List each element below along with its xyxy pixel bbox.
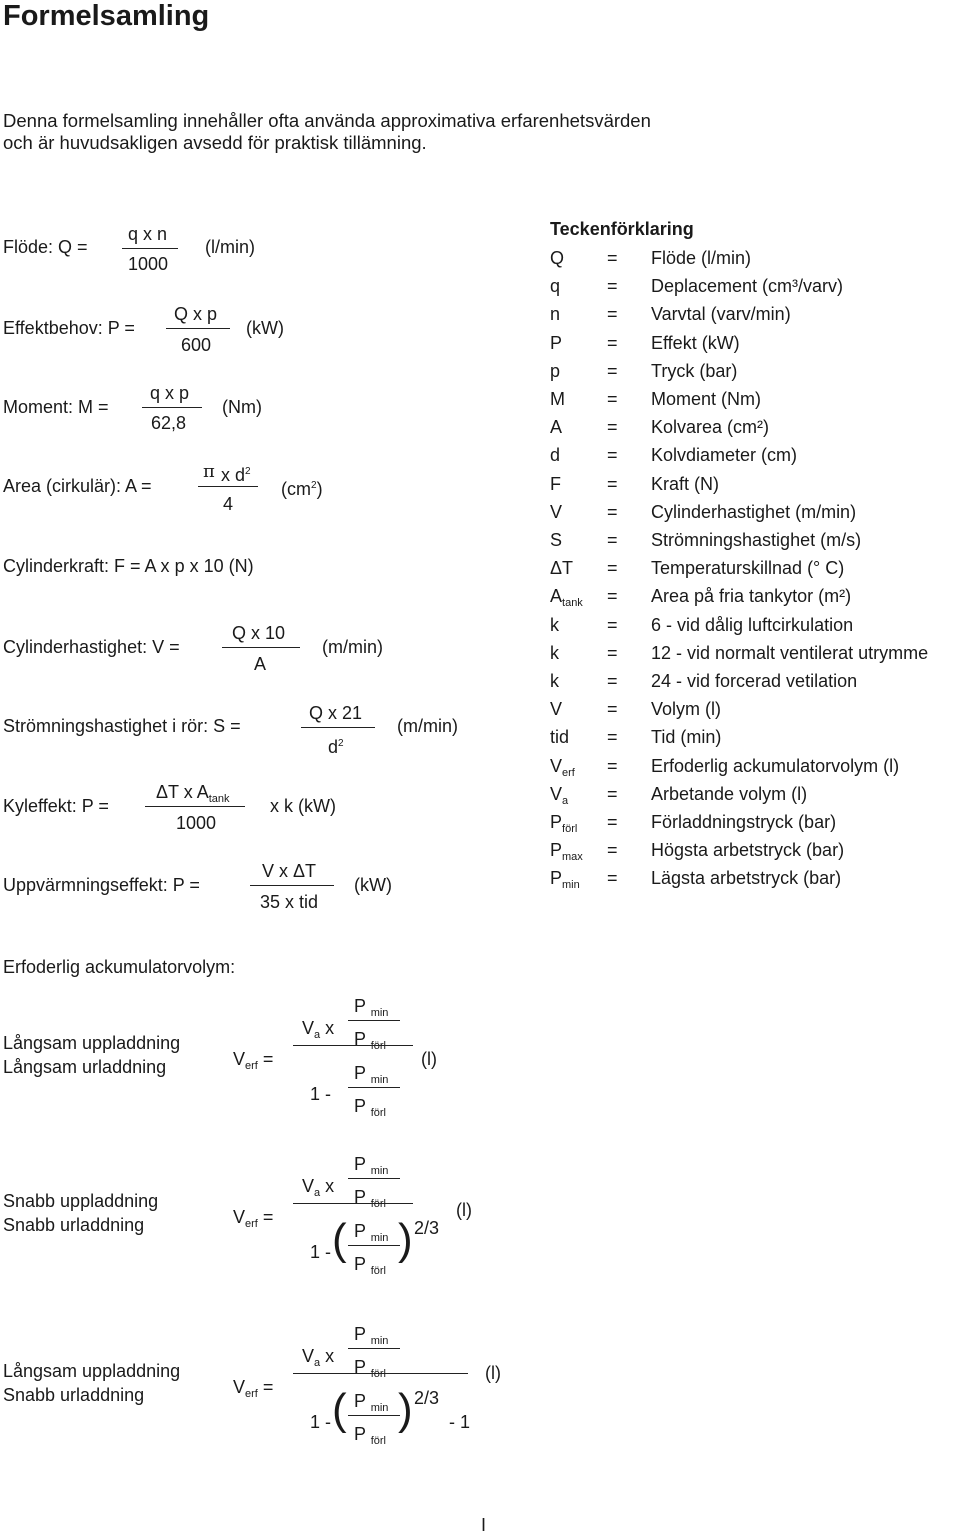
glossary-equals: = xyxy=(607,756,618,776)
glossary-description: 6 - vid dålig luftcirkulation xyxy=(651,615,854,635)
glossary-equals: = xyxy=(607,812,618,832)
formula-denominator: 1000 xyxy=(176,813,217,833)
glossary-equals: = xyxy=(607,445,618,465)
accumulator-heading: Erfoderlig ackumulatorvolym: xyxy=(3,957,236,977)
formula-unit: (l/min) xyxy=(205,237,255,257)
formula-label: Strömningshastighet i rör: S = xyxy=(3,716,241,736)
glossary-equals: = xyxy=(607,417,618,437)
fraction-bar xyxy=(348,1415,400,1416)
formula-denominator: $d^2$ xyxy=(328,737,344,757)
glossary-symbol: $V_{erf}$ xyxy=(550,756,575,779)
glossary-equals: = xyxy=(607,671,618,691)
glossary-description: Cylinderhastighet (m/min) xyxy=(651,502,857,522)
fraction-bar xyxy=(122,248,178,249)
left-paren: ( xyxy=(332,1215,347,1264)
va-term: $V_a$ x xyxy=(302,1176,335,1199)
unit-label: (l) xyxy=(485,1363,501,1383)
glossary-symbol: tid xyxy=(550,727,570,747)
v-erf-label: $V_{erf}$ = xyxy=(233,1049,274,1072)
glossary-symbol: F xyxy=(550,474,561,494)
glossary-symbol: p xyxy=(550,361,561,381)
glossary-symbol: $P_{förl}$ xyxy=(550,812,578,835)
glossary-equals: = xyxy=(607,643,618,663)
one-minus: 1 - xyxy=(310,1242,332,1262)
glossary-symbol: ΔT xyxy=(550,558,574,578)
glossary-symbol: q xyxy=(550,276,561,296)
glossary-symbol: S xyxy=(550,530,563,550)
formula-unit: $(cm^2)$ xyxy=(281,479,323,499)
glossary-symbol: $V_a$ xyxy=(550,784,569,807)
p-min-numerator: P $_{min}$ xyxy=(354,1063,389,1086)
intro-line-1: Denna formelsamling innehåller ofta använda approximativa erfarenhetsvärden xyxy=(3,110,651,131)
glossary-description: Kolvdiameter (cm) xyxy=(651,445,798,465)
formula-unit: (m/min) xyxy=(322,637,383,657)
glossary-description: Arbetande volym (l) xyxy=(651,784,808,804)
fraction-bar xyxy=(293,1203,413,1204)
case-label-line-1: Långsam uppladdning xyxy=(3,1361,181,1381)
fraction-bar xyxy=(348,1245,400,1246)
formula-unit: (kW) xyxy=(354,875,392,895)
exponent: 2/3 xyxy=(414,1388,440,1408)
p-min-numerator: P $_{min}$ xyxy=(354,1324,389,1347)
formula-tail: x k (kW) xyxy=(270,796,336,816)
formula-numerator: Q x 10 xyxy=(232,623,286,643)
glossary-description: Högsta arbetstryck (bar) xyxy=(651,840,845,860)
formula-unit: (kW) xyxy=(246,318,284,338)
glossary-description: Varvtal (varv/min) xyxy=(651,304,791,324)
formula-label: Flöde: Q = xyxy=(3,237,88,257)
glossary-symbol: $A_{tank}$ xyxy=(550,586,583,609)
fraction-bar xyxy=(348,1348,400,1349)
fraction-bar xyxy=(348,1020,400,1021)
glossary-symbol: $P_{min}$ xyxy=(550,868,580,891)
glossary-description: Effekt (kW) xyxy=(651,333,740,353)
glossary-equals: = xyxy=(607,699,618,719)
p-min-numerator: P $_{min}$ xyxy=(354,1154,389,1177)
right-paren: ) xyxy=(398,1215,413,1264)
p-forl-denominator: P $_{förl}$ xyxy=(354,1424,386,1447)
glossary-equals: = xyxy=(607,530,618,550)
p-min-numerator: P $_{min}$ xyxy=(354,1391,389,1414)
glossary-symbol: k xyxy=(550,671,559,691)
pi-symbol: π xyxy=(203,461,215,482)
glossary-equals: = xyxy=(607,361,618,381)
v-erf-label: $V_{erf}$ = xyxy=(233,1377,274,1400)
formula-numerator: Q x 21 xyxy=(309,703,363,723)
case-label-line-2: Snabb urladdning xyxy=(3,1385,145,1405)
glossary-symbol: P xyxy=(550,333,563,353)
intro-line-2: och är huvudsakligen avsedd för praktisk tillämning. xyxy=(3,132,427,153)
glossary-description: Kolvarea (cm²) xyxy=(651,417,770,437)
glossary-description: Förladdningstryck (bar) xyxy=(651,812,837,832)
glossary-equals: = xyxy=(607,474,618,494)
glossary-equals: = xyxy=(607,389,618,409)
case-label-line-2: Långsam urladdning xyxy=(3,1057,167,1077)
fraction-bar xyxy=(293,1373,468,1374)
page-number: I xyxy=(481,1515,487,1535)
glossary-symbol: d xyxy=(550,445,561,465)
glossary-symbol: Q xyxy=(550,248,565,268)
glossary-symbol: n xyxy=(550,304,561,324)
fraction-bar xyxy=(250,885,334,886)
glossary-symbol: k xyxy=(550,615,559,635)
unit-label: (l) xyxy=(456,1200,472,1220)
glossary-description: 12 - vid normalt ventilerat utrymme xyxy=(651,643,929,663)
formula-denominator: 35 x tid xyxy=(260,892,319,912)
p-min-numerator: P $_{min}$ xyxy=(354,996,389,1019)
formula-denominator: A xyxy=(254,654,267,674)
formula-denominator: 62,8 xyxy=(151,413,187,433)
fraction-bar xyxy=(145,806,245,807)
glossary-equals: = xyxy=(607,784,618,804)
left-paren: ( xyxy=(332,1385,347,1434)
glossary-equals: = xyxy=(607,558,618,578)
glossary-symbol: A xyxy=(550,417,563,437)
minus-one: - 1 xyxy=(449,1412,471,1432)
glossary-equals: = xyxy=(607,333,618,353)
unit-label: (l) xyxy=(421,1049,437,1069)
glossary-equals: = xyxy=(607,248,618,268)
fraction-bar xyxy=(348,1087,400,1088)
glossary-equals: = xyxy=(607,727,618,747)
formula-unit: (m/min) xyxy=(397,716,458,736)
formula-numerator: ΔT x $A_{tank}$ xyxy=(156,782,230,805)
glossary-equals: = xyxy=(607,276,618,296)
case-label-line-1: Snabb uppladdning xyxy=(3,1191,159,1211)
formula-numerator: q x p xyxy=(150,383,190,403)
right-paren: ) xyxy=(398,1385,413,1434)
glossary-description: Area på fria tankytor (m²) xyxy=(651,586,852,606)
case-label-line-2: Snabb urladdning xyxy=(3,1215,145,1235)
glossary-description: Kraft (N) xyxy=(651,474,720,494)
glossary-description: Moment (Nm) xyxy=(651,389,762,409)
glossary-symbol: V xyxy=(550,502,563,522)
fraction-bar xyxy=(198,486,258,487)
glossary-description: Strömningshastighet (m/s) xyxy=(651,530,862,550)
formula-label: Uppvärmningseffekt: P = xyxy=(3,875,200,895)
formula-numerator: V x ΔT xyxy=(262,861,317,881)
p-forl-denominator: P $_{förl}$ xyxy=(354,1029,386,1052)
glossary-description: 24 - vid forcerad vetilation xyxy=(651,671,858,691)
fraction-bar xyxy=(348,1178,400,1179)
glossary-equals: = xyxy=(607,502,618,522)
glossary-description: Tryck (bar) xyxy=(651,361,738,381)
p-forl-denominator: P $_{förl}$ xyxy=(354,1096,386,1119)
glossary-equals: = xyxy=(607,586,618,606)
glossary-equals: = xyxy=(607,868,618,888)
glossary-description: Flöde (l/min) xyxy=(651,248,752,268)
formula-denominator: 600 xyxy=(181,335,212,355)
glossary-symbol: k xyxy=(550,643,559,663)
intro-text xyxy=(3,110,651,154)
one-minus: 1 - xyxy=(310,1412,332,1432)
glossary-description: Erfoderlig ackumulatorvolym (l) xyxy=(651,756,900,776)
glossary-description: Temperaturskillnad (° C) xyxy=(651,558,845,578)
glossary-equals: = xyxy=(607,615,618,635)
glossary-equals: = xyxy=(607,840,618,860)
fraction-bar xyxy=(293,1045,413,1046)
v-erf-label: $V_{erf}$ = xyxy=(233,1207,274,1230)
formula-label: Effektbehov: P = xyxy=(3,318,135,338)
va-term: $V_a$ x xyxy=(302,1346,335,1369)
glossary-description: Lägsta arbetstryck (bar) xyxy=(651,868,842,888)
formula-label: Kyleffekt: P = xyxy=(3,796,109,816)
glossary-description: Tid (min) xyxy=(651,727,722,747)
glossary-description: Deplacement (cm³/varv) xyxy=(651,276,844,296)
va-term: $V_a$ x xyxy=(302,1018,335,1041)
formula-numerator: q x n xyxy=(128,224,168,244)
fraction-bar xyxy=(222,647,300,648)
formula-unit: (Nm) xyxy=(222,397,262,417)
formula-denominator: 1000 xyxy=(128,254,169,274)
formula-numerator: x $d^2$ xyxy=(221,465,251,485)
page-title: Formelsamling xyxy=(3,0,210,32)
case-label-line-1: Långsam uppladdning xyxy=(3,1033,181,1053)
formula-label: Moment: M = xyxy=(3,397,109,417)
formula-numerator: Q x p xyxy=(174,304,218,324)
formula-denominator: 4 xyxy=(223,494,234,514)
formula-label: Area (cirkulär): A = xyxy=(3,476,152,496)
p-forl-denominator: P $_{förl}$ xyxy=(354,1254,386,1277)
glossary-description: Volym (l) xyxy=(651,699,722,719)
formula-label: Cylinderhastighet: V = xyxy=(3,637,180,657)
one-minus: 1 - xyxy=(310,1084,332,1104)
glossary-heading: Teckenförklaring xyxy=(550,219,694,239)
fraction-bar xyxy=(301,727,375,728)
glossary-symbol: M xyxy=(550,389,565,409)
glossary-symbol: V xyxy=(550,699,563,719)
glossary-equals: = xyxy=(607,304,618,324)
p-min-numerator: P $_{min}$ xyxy=(354,1221,389,1244)
formula-force: Cylinderkraft: F = A x p x 10 (N) xyxy=(3,556,254,576)
fraction-bar xyxy=(166,328,230,329)
p-forl-denominator: P $_{förl}$ xyxy=(354,1357,386,1380)
glossary-symbol: $P_{max}$ xyxy=(550,840,583,863)
fraction-bar xyxy=(142,407,202,408)
p-forl-denominator: P $_{förl}$ xyxy=(354,1187,386,1210)
exponent: 2/3 xyxy=(414,1218,440,1238)
